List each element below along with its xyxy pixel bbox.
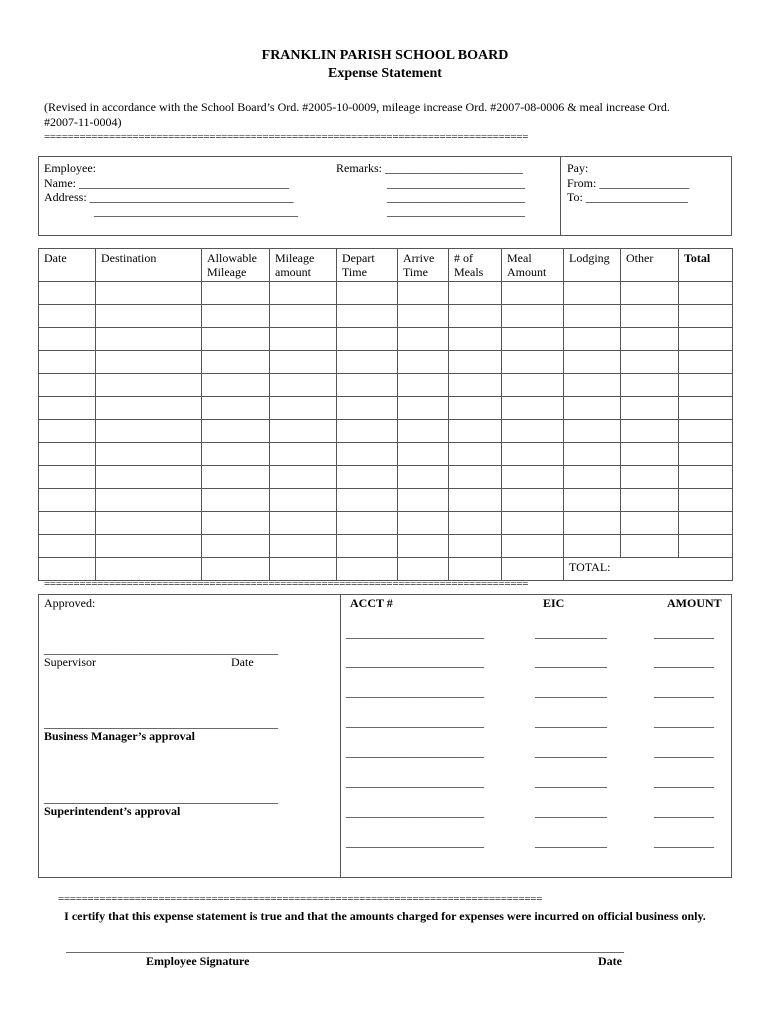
table-cell[interactable]: [398, 466, 449, 489]
remarks-field[interactable]: Remarks: _______________________: [336, 161, 523, 175]
table-cell[interactable]: [621, 489, 679, 512]
table-cell[interactable]: [621, 512, 679, 535]
table-cell[interactable]: [337, 374, 398, 397]
table-cell[interactable]: [564, 443, 621, 466]
table-cell[interactable]: [398, 328, 449, 351]
table-cell[interactable]: [39, 489, 96, 512]
revision-note-line2: #2007-11-0004): [44, 115, 122, 129]
table-cell[interactable]: [96, 535, 202, 558]
table-cell[interactable]: [679, 328, 733, 351]
table-cell[interactable]: [449, 282, 502, 305]
table-cell[interactable]: [621, 443, 679, 466]
table-cell[interactable]: [449, 420, 502, 443]
table-cell[interactable]: [621, 420, 679, 443]
remarks-field-line4[interactable]: _______________________: [387, 204, 525, 218]
table-cell[interactable]: [96, 397, 202, 420]
pay-to-field[interactable]: To: _________________: [567, 190, 688, 204]
eic-field[interactable]: ____________: [535, 805, 607, 819]
table-cell[interactable]: [202, 351, 270, 374]
table-cell[interactable]: [270, 397, 337, 420]
table-cell[interactable]: [502, 328, 564, 351]
table-cell[interactable]: [398, 282, 449, 305]
col-other: Other: [621, 249, 679, 282]
table-cell[interactable]: [337, 489, 398, 512]
remarks-field-line2[interactable]: _______________________: [387, 176, 525, 190]
table-cell[interactable]: [202, 374, 270, 397]
table-cell[interactable]: [502, 466, 564, 489]
table-cell[interactable]: [202, 328, 270, 351]
table-cell[interactable]: [564, 466, 621, 489]
table-cell[interactable]: [96, 443, 202, 466]
table-cell[interactable]: [39, 443, 96, 466]
table-cell[interactable]: [398, 443, 449, 466]
eic-field[interactable]: ____________: [535, 835, 607, 849]
eic-field[interactable]: ____________: [535, 655, 607, 669]
eic-header: EIC: [543, 596, 565, 610]
table-cell[interactable]: [202, 397, 270, 420]
table-cell[interactable]: [39, 535, 96, 558]
table-cell[interactable]: [96, 420, 202, 443]
table-cell[interactable]: [502, 489, 564, 512]
col-arrive-time: Arrive Time: [398, 249, 449, 282]
supervisor-label: Supervisor: [44, 655, 96, 669]
table-cell[interactable]: [337, 535, 398, 558]
signature-line[interactable]: _____________________________________________________________________________________________: [66, 940, 624, 954]
table-cell[interactable]: [449, 535, 502, 558]
eic-field[interactable]: ____________: [535, 775, 607, 789]
table-cell[interactable]: [679, 374, 733, 397]
table-row: [39, 282, 733, 305]
table-cell[interactable]: [398, 535, 449, 558]
table-cell[interactable]: [449, 351, 502, 374]
table-row: [39, 420, 733, 443]
table-row: [39, 443, 733, 466]
table-cell[interactable]: [398, 512, 449, 535]
table-row: [39, 489, 733, 512]
amount-field[interactable]: __________: [654, 626, 714, 640]
table-cell[interactable]: [564, 489, 621, 512]
employee-signature-label: Employee Signature: [146, 954, 250, 968]
pay-from-field[interactable]: From: _______________: [567, 176, 690, 190]
table-cell[interactable]: [449, 328, 502, 351]
table-cell[interactable]: [564, 420, 621, 443]
table-cell[interactable]: [621, 351, 679, 374]
table-cell[interactable]: [449, 489, 502, 512]
info-divider: [560, 156, 561, 236]
table-cell[interactable]: [202, 489, 270, 512]
table-cell[interactable]: [337, 351, 398, 374]
org-title: FRANKLIN PARISH SCHOOL BOARD: [261, 48, 509, 63]
name-field[interactable]: Name: ___________________________________: [44, 176, 289, 190]
doc-title: Expense Statement: [328, 66, 442, 81]
table-cell[interactable]: [502, 305, 564, 328]
superintendent-signature-line[interactable]: _______________________________________: [44, 791, 278, 805]
table-cell[interactable]: [564, 397, 621, 420]
table-cell[interactable]: [39, 374, 96, 397]
col-num-meals: # of Meals: [449, 249, 502, 282]
table-cell[interactable]: [39, 282, 96, 305]
table-cell[interactable]: [39, 420, 96, 443]
table-row: [39, 466, 733, 489]
table-cell[interactable]: [502, 351, 564, 374]
eic-field[interactable]: ____________: [535, 685, 607, 699]
col-total: Total: [679, 249, 733, 282]
table-row: [39, 328, 733, 351]
amount-field[interactable]: __________: [654, 745, 714, 759]
table-cell[interactable]: [39, 305, 96, 328]
table-row: [39, 397, 733, 420]
table-cell[interactable]: [679, 282, 733, 305]
col-destination: Destination: [96, 249, 202, 282]
col-date: Date: [39, 249, 96, 282]
remarks-field-line3[interactable]: _______________________: [387, 190, 525, 204]
acct-number-field[interactable]: _______________________: [346, 775, 484, 789]
table-cell[interactable]: [621, 397, 679, 420]
table-cell[interactable]: [337, 466, 398, 489]
eic-field[interactable]: ____________: [535, 745, 607, 759]
col-lodging: Lodging: [564, 249, 621, 282]
amount-field[interactable]: __________: [654, 775, 714, 789]
table-row: [39, 512, 733, 535]
table-cell[interactable]: [96, 466, 202, 489]
table-cell[interactable]: [398, 420, 449, 443]
acct-number-field[interactable]: _______________________: [346, 835, 484, 849]
table-cell[interactable]: [202, 282, 270, 305]
supervisor-signature-line[interactable]: _______________________________________: [44, 642, 278, 656]
supervisor-date-label: Date: [231, 655, 254, 669]
table-cell[interactable]: [270, 282, 337, 305]
table-cell[interactable]: [337, 305, 398, 328]
table-cell[interactable]: [502, 397, 564, 420]
table-cell[interactable]: [270, 466, 337, 489]
table-cell[interactable]: [96, 305, 202, 328]
address-field[interactable]: Address: __________________________________: [44, 190, 294, 204]
approval-divider: [340, 594, 341, 878]
table-cell[interactable]: [449, 466, 502, 489]
table-cell[interactable]: [621, 328, 679, 351]
table-cell[interactable]: [202, 466, 270, 489]
table-cell[interactable]: [96, 374, 202, 397]
table-cell[interactable]: [270, 420, 337, 443]
table-cell[interactable]: [270, 328, 337, 351]
table-cell[interactable]: [202, 512, 270, 535]
table-cell[interactable]: [449, 443, 502, 466]
table-cell[interactable]: [202, 420, 270, 443]
table-cell[interactable]: [337, 420, 398, 443]
table-cell[interactable]: [96, 489, 202, 512]
table-cell[interactable]: [564, 305, 621, 328]
table-cell[interactable]: [621, 466, 679, 489]
business-manager-signature-line[interactable]: _______________________________________: [44, 716, 278, 730]
table-cell[interactable]: [564, 351, 621, 374]
table-cell[interactable]: [621, 535, 679, 558]
table-cell[interactable]: [449, 397, 502, 420]
table-cell[interactable]: [679, 489, 733, 512]
table-cell[interactable]: [202, 443, 270, 466]
acct-number-field[interactable]: _______________________: [346, 745, 484, 759]
table-cell[interactable]: [398, 374, 449, 397]
amount-field[interactable]: __________: [654, 715, 714, 729]
table-row: [39, 305, 733, 328]
acct-number-field[interactable]: _______________________: [346, 805, 484, 819]
table-cell[interactable]: [39, 466, 96, 489]
address-field-line2[interactable]: __________________________________: [94, 204, 298, 218]
table-cell[interactable]: [270, 512, 337, 535]
certification-statement: I certify that this expense statement is true and that the amounts charged for expenses were incurred on official business only.: [64, 909, 706, 923]
table-cell[interactable]: [96, 512, 202, 535]
table-cell[interactable]: [502, 512, 564, 535]
pay-label: Pay:: [567, 161, 589, 175]
table-cell[interactable]: [337, 282, 398, 305]
table-cell[interactable]: [502, 443, 564, 466]
amount-header: AMOUNT: [667, 596, 722, 610]
amount-field[interactable]: __________: [654, 655, 714, 669]
amount-field[interactable]: __________: [654, 805, 714, 819]
approved-label: Approved:: [44, 596, 96, 610]
revision-note-line1: (Revised in accordance with the School Board’s Ord. #2005-10-0009, mileage increase Ord. #2007-08-0006 & meal increase Ord.: [44, 100, 670, 114]
col-depart-time: Depart Time: [337, 249, 398, 282]
table-cell[interactable]: [270, 351, 337, 374]
table-cell[interactable]: [502, 374, 564, 397]
expense-table: [38, 248, 733, 581]
table-cell[interactable]: [449, 305, 502, 328]
table-cell[interactable]: [679, 397, 733, 420]
superintendent-label: Superintendent’s approval: [44, 804, 181, 818]
table-cell[interactable]: [621, 305, 679, 328]
eic-field[interactable]: ____________: [535, 715, 607, 729]
table-cell[interactable]: [96, 282, 202, 305]
table-cell[interactable]: [398, 351, 449, 374]
table-cell[interactable]: [679, 305, 733, 328]
amount-field[interactable]: __________: [654, 835, 714, 849]
table-cell[interactable]: [39, 351, 96, 374]
table-cell[interactable]: [96, 328, 202, 351]
table-cell[interactable]: [270, 535, 337, 558]
table-cell[interactable]: [564, 512, 621, 535]
table-cell[interactable]: [679, 512, 733, 535]
col-meal-amount: Meal Amount: [502, 249, 564, 282]
total-label: TOTAL:: [564, 558, 733, 581]
table-cell[interactable]: [679, 443, 733, 466]
table-cell[interactable]: [202, 305, 270, 328]
separator-middle: ==================================================================================: [44, 578, 529, 590]
table-cell[interactable]: [337, 328, 398, 351]
table-cell[interactable]: [337, 397, 398, 420]
eic-field[interactable]: ____________: [535, 626, 607, 640]
acct-number-field[interactable]: _______________________: [346, 626, 484, 640]
acct-number-field[interactable]: _______________________: [346, 715, 484, 729]
table-cell[interactable]: [449, 374, 502, 397]
table-cell[interactable]: [564, 328, 621, 351]
table-cell[interactable]: [39, 397, 96, 420]
acct-number-field[interactable]: _______________________: [346, 655, 484, 669]
table-row: [39, 351, 733, 374]
table-cell[interactable]: [96, 351, 202, 374]
signature-date-label: Date: [598, 954, 622, 968]
acct-number-field[interactable]: _______________________: [346, 685, 484, 699]
table-header-row: [39, 249, 733, 282]
table-row: [39, 535, 733, 558]
table-cell[interactable]: [398, 489, 449, 512]
table-cell[interactable]: [564, 282, 621, 305]
table-cell[interactable]: [398, 397, 449, 420]
table-cell[interactable]: [621, 282, 679, 305]
employee-label: Employee:: [44, 161, 96, 175]
table-cell[interactable]: [337, 443, 398, 466]
table-cell[interactable]: [679, 351, 733, 374]
separator-bottom: ==================================================================================: [58, 893, 543, 905]
table-cell[interactable]: [679, 535, 733, 558]
table-cell[interactable]: [502, 535, 564, 558]
col-mileage-amount: Mileage amount: [270, 249, 337, 282]
table-cell[interactable]: [621, 374, 679, 397]
table-cell[interactable]: [564, 374, 621, 397]
table-cell[interactable]: [398, 305, 449, 328]
table-cell[interactable]: [39, 328, 96, 351]
table-cell[interactable]: [502, 282, 564, 305]
table-cell[interactable]: [679, 420, 733, 443]
table-cell[interactable]: [270, 305, 337, 328]
table-cell[interactable]: [270, 374, 337, 397]
table-cell[interactable]: [449, 512, 502, 535]
separator-top: ==================================================================================: [44, 131, 529, 143]
table-cell[interactable]: [270, 489, 337, 512]
table-cell[interactable]: [39, 512, 96, 535]
table-cell[interactable]: [270, 443, 337, 466]
acct-header: ACCT #: [350, 596, 393, 610]
table-cell[interactable]: [502, 420, 564, 443]
table-cell[interactable]: [564, 535, 621, 558]
table-row: [39, 374, 733, 397]
col-allowable-mileage: Allowable Mileage: [202, 249, 270, 282]
table-cell[interactable]: [679, 466, 733, 489]
amount-field[interactable]: __________: [654, 685, 714, 699]
business-manager-label: Business Manager’s approval: [44, 729, 195, 743]
table-cell[interactable]: [202, 535, 270, 558]
table-cell[interactable]: [337, 512, 398, 535]
